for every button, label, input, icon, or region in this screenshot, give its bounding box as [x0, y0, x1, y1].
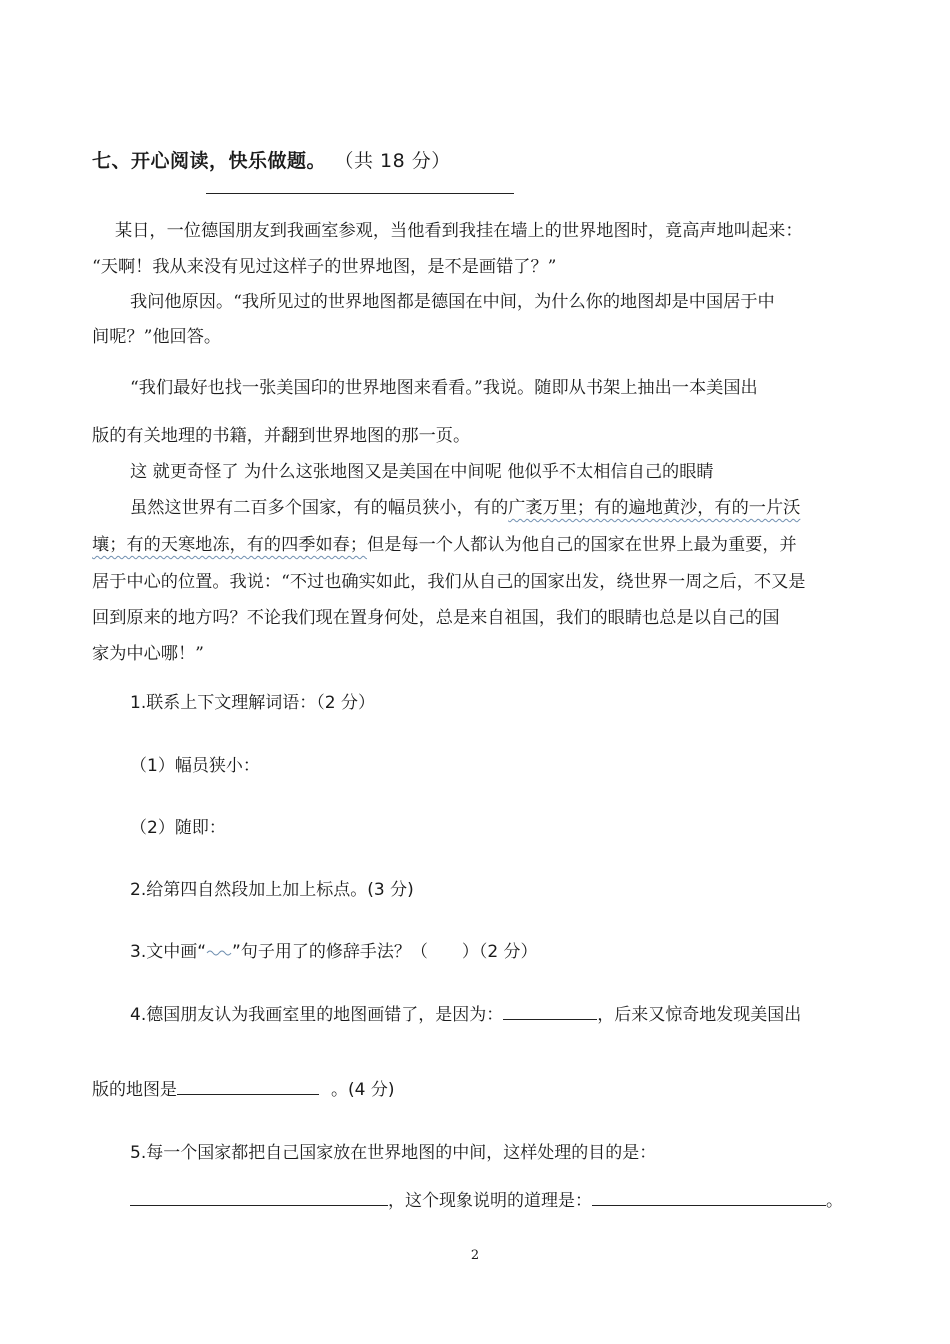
q3-text-a: 3.文中画“ — [130, 942, 207, 962]
q4-text-c: 版的地图是 — [92, 1080, 177, 1100]
question-4-line1 — [130, 1000, 801, 1025]
question-1-2: （2）随即： — [130, 818, 226, 838]
section-points: （共 18 分） — [344, 150, 451, 172]
p5-line1-wavy: 广袤万里；有的遍地黄沙，有的一片沃 — [508, 498, 801, 518]
q4-answer-blank-1[interactable] — [503, 1002, 597, 1020]
passage-p3-line2: 版的有关地理的书籍，并翻到世界地图的那一页。 — [92, 426, 471, 446]
q5-answer-blank-2[interactable] — [592, 1188, 826, 1206]
passage-p3-line1: “我们最好也找一张美国印的世界地图来看看。”我说。随即从书架上抽出一本美国出 — [130, 378, 758, 398]
question-2: 2.给第四自然段加上加上标点。(3 分) — [130, 880, 414, 900]
p5-line2-plain: 但是每一个人都认为他自己的国家在世界上最为重要，并 — [367, 535, 797, 555]
wavy-line-icon — [206, 947, 232, 957]
q4-answer-blank-2[interactable] — [177, 1077, 319, 1095]
section-title: 七、开心阅读，快乐做题。 — [92, 150, 327, 172]
question-3 — [130, 937, 538, 962]
q4-text-b: ，后来又惊奇地发现美国出 — [597, 1005, 802, 1025]
p5-line1-plain: 虽然这世界有二百多个国家，有的幅员狭小，有的 — [130, 498, 509, 518]
passage-p2-line2: 间呢？”他回答。 — [92, 327, 222, 347]
p5-line2-wavy: 壤；有的天寒地冻，有的四季如春； — [92, 535, 368, 555]
passage-p1-line2: “天啊！我从来没有见过这样子的世界地图，是不是画错了？” — [92, 257, 557, 277]
question-5-answer-line — [130, 1186, 843, 1211]
q5-text-end: 。 — [826, 1191, 843, 1211]
passage-p5-line1 — [130, 493, 800, 518]
passage-p5-line3: 居于中心的位置。我说：“不过也确实如此，我们从自己的国家出发，绕世界一周之后，不又是 — [92, 572, 806, 592]
passage-p5-line5: 家为中心哪！” — [92, 644, 204, 664]
q5-text-mid: ，这个现象说明的道理是： — [388, 1191, 592, 1211]
question-5: 5.每一个国家都把自己国家放在世界地图的中间，这样处理的目的是： — [130, 1143, 657, 1163]
passage-p4-line1: 这 就更奇怪了 为什么这张地图又是美国在中间呢 他似乎不太相信自己的眼睛 — [130, 462, 714, 482]
page-number: 2 — [470, 1248, 480, 1263]
passage-p5-line4: 回到原来的地方吗？不论我们现在置身何处，总是来自祖国，我们的眼睛也总是以自己的国 — [92, 608, 780, 628]
question-4-line2 — [92, 1075, 394, 1100]
q4-text-d: 。(4 分) — [331, 1080, 395, 1100]
passage-p5-line2 — [92, 530, 797, 555]
question-1: 1.联系上下文理解词语：（2 分） — [130, 693, 375, 713]
q4-text-a: 4.德国朋友认为我画室里的地图画错了，是因为： — [130, 1005, 504, 1025]
title-underline — [206, 193, 514, 194]
q5-answer-blank-1[interactable] — [130, 1188, 388, 1206]
section-heading — [92, 146, 451, 173]
q3-text-b: ”句子用了的修辞手法？（ ）（2 分） — [232, 942, 538, 962]
passage-p1-line1: 某日，一位德国朋友到我画室参观，当他看到我挂在墙上的世界地图时，竟高声地叫起来： — [115, 221, 803, 241]
passage-p2-line1: 我问他原因。“我所见过的世界地图都是德国在中间，为什么你的地图却是中国居于中 — [130, 292, 775, 312]
question-1-1: （1）幅员狭小： — [130, 756, 260, 776]
